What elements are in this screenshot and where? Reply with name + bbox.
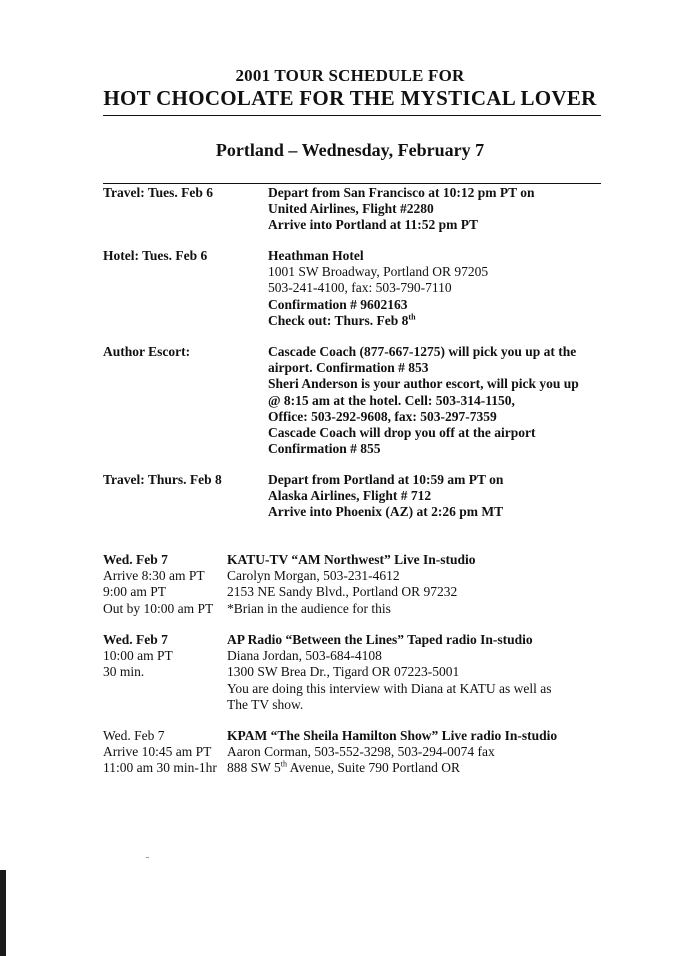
author-escort-label: Author Escort: [103, 344, 191, 359]
title-divider [103, 115, 601, 116]
document-title-line1: 2001 TOUR SCHEDULE FOR [235, 66, 465, 85]
event-detail-line: Carolyn Morgan, 503-231-4612 [227, 568, 400, 584]
detail-line: Depart from San Francisco at 10:12 pm PT on [268, 185, 535, 200]
event-katu-time [103, 552, 227, 617]
ordinal-suffix: th [408, 312, 416, 322]
document-title-line2: HOT CHOCOLATE FOR THE MYSTICAL LOVER [103, 86, 597, 110]
detail-line: Cascade Coach will drop you off at the airport [268, 425, 536, 441]
ordinal-suffix: th [280, 759, 287, 769]
event-title: AP Radio “Between the Lines” Taped radio In-studio [227, 632, 533, 647]
detail-line: Confirmation # 855 [268, 441, 381, 457]
detail-line: 1001 SW Broadway, Portland OR 97205 [268, 264, 489, 280]
event-detail-line: 2153 NE Sandy Blvd., Portland OR 97232 [227, 584, 458, 600]
event-detail-line: 1300 SW Brea Dr., Tigard OR 07223-5001 [227, 664, 460, 680]
event-katu-details [227, 552, 599, 617]
event-time-line: 30 min. [103, 664, 145, 680]
event-detail-line: The TV show. [227, 696, 304, 712]
event-kpam-details [227, 728, 599, 777]
event-detail-line [227, 760, 599, 776]
event-title: KPAM “The Sheila Hamilton Show” Live radio In-studio [227, 728, 558, 743]
address-start: 888 SW 5 [227, 760, 281, 776]
scan-speck [146, 857, 149, 858]
hotel-details [268, 248, 598, 329]
detail-line: 503-241-4100, fax: 503-790-7110 [268, 280, 452, 296]
travel-outbound-label: Travel: Tues. Feb 6 [103, 185, 214, 200]
section-divider [103, 183, 601, 184]
event-date: Wed. Feb 7 [103, 632, 168, 647]
detail-line: Arrive into Portland at 11:52 pm PT [268, 217, 478, 233]
event-time-line: Arrive 8:30 am PT [103, 568, 205, 584]
detail-line: airport. Confirmation # 853 [268, 360, 429, 376]
hotel-label: Hotel: Tues. Feb 6 [103, 248, 208, 263]
event-title: KATU-TV “AM Northwest” Live In-studio [227, 552, 476, 567]
event-detail-line: You are doing this interview with Diana at KATU as well as [227, 680, 552, 696]
event-time-line: 10:00 am PT [103, 648, 173, 664]
event-detail-line: *Brian in the audience for this [227, 600, 391, 616]
detail-line: Confirmation # 9602163 [268, 296, 408, 312]
event-detail-line: Aaron Corman, 503-552-3298, 503-294-0074 fax [227, 744, 495, 760]
event-kpam-time [103, 728, 227, 777]
travel-return-details [268, 472, 598, 521]
detail-line: United Airlines, Flight #2280 [268, 201, 434, 217]
detail-line: Alaska Airlines, Flight # 712 [268, 488, 432, 504]
event-detail-line: Diana Jordan, 503-684-4108 [227, 648, 382, 664]
event-time-line: Arrive 10:45 am PT [103, 744, 212, 760]
city-date-heading: Portland – Wednesday, February 7 [215, 140, 485, 160]
detail-line: @ 8:15 am at the hotel. Cell: 503-314-1150, [268, 392, 515, 408]
address-end: Avenue, Suite 790 Portland OR [287, 760, 460, 776]
detail-line: Sheri Anderson is your author escort, will pick you up [268, 376, 579, 392]
checkout-text: Check out: Thurs. Feb 8 [268, 312, 409, 328]
detail-line [268, 313, 598, 329]
event-date: Wed. Feb 7 [103, 552, 168, 567]
detail-line: Depart from Portland at 10:59 am PT on [268, 472, 504, 487]
travel-return-label: Travel: Thurs. Feb 8 [103, 472, 222, 487]
travel-outbound-details [268, 185, 598, 234]
detail-line: Office: 503-292-9608, fax: 503-297-7359 [268, 408, 497, 424]
detail-line: Arrive into Phoenix (AZ) at 2:26 pm MT [268, 504, 504, 520]
scan-edge-mark [0, 870, 6, 956]
event-date: Wed. Feb 7 [103, 728, 165, 743]
detail-line: Cascade Coach (877-667-1275) will pick you up at the [268, 344, 577, 359]
event-time-line: 9:00 am PT [103, 584, 166, 600]
event-time-line: Out by 10:00 am PT [103, 600, 214, 616]
author-escort-details [268, 344, 598, 457]
event-ap-radio-time [103, 632, 227, 681]
detail-line: Heathman Hotel [268, 248, 364, 263]
event-ap-radio-details [227, 632, 599, 713]
event-time-line: 11:00 am 30 min-1hr [103, 760, 217, 776]
